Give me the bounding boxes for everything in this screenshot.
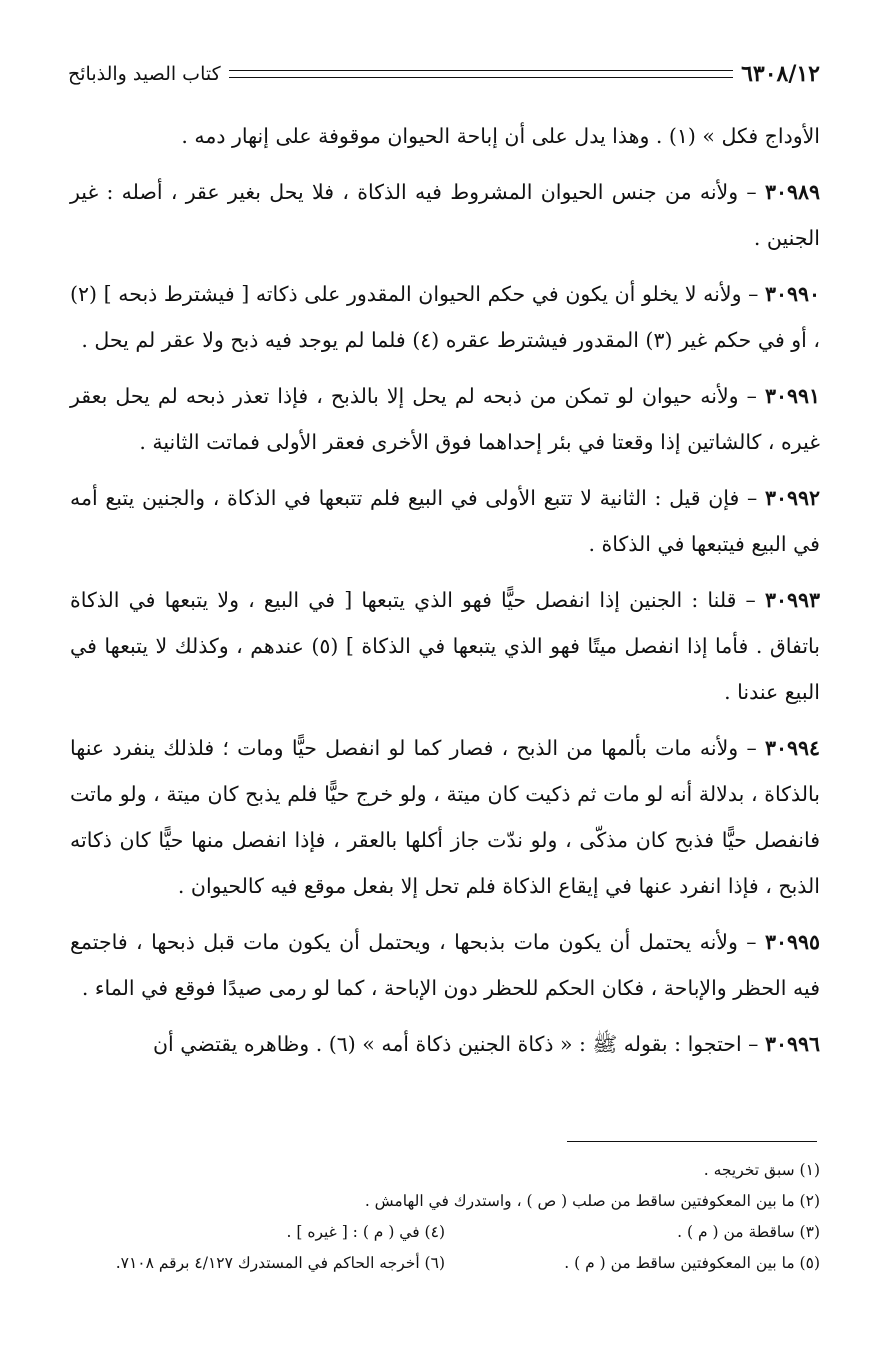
paragraph (70, 725, 820, 909)
header-double-rule (229, 70, 733, 78)
book-title: كتاب الصيد والذبائح (68, 63, 221, 85)
footnote-separator (567, 1141, 817, 1142)
paragraph-text: – احتجوا : بقوله ﷺ : « ذكاة الجنين ذكاة أمه » (٦) . وظاهره يقتضي أن (152, 1032, 765, 1056)
paragraph-number: ٣٠٩٩١ (764, 384, 820, 408)
paragraph-number: ٣٠٩٨٩ (764, 180, 820, 204)
footnote-row (70, 1217, 820, 1248)
paragraph (70, 919, 820, 1011)
footnote-4: (٤) في ( م ) : [ غيره ] . (286, 1223, 445, 1241)
paragraph-number: ٣٠٩٩٠ (764, 282, 820, 306)
paragraph-number: ٣٠٩٩٢ (764, 486, 820, 510)
paragraph-text: – ولأنه حيوان لو تمكن من ذبحه لم يحل إلا بالذبح ، فإذا تعذر ذبحه لم يحل بعقر غيره ، كالشاتين إذا وقعتا في بئر إحداهما فوق الأخرى فعقر الأولى فماتت الثانية . (70, 384, 820, 454)
paragraph (70, 113, 820, 159)
paragraph-text: – ولأنه يحتمل أن يكون مات بذبحها ، ويحتمل أن يكون مات قبل ذبحها ، فاجتمع فيه الحظر والإباحة ، فكان الحكم للحظر دون الإباحة ، كما لو رمى صيدًا فوقع في الماء . (70, 930, 820, 1000)
main-text (70, 113, 820, 1077)
paragraph-text: – فإن قيل : الثانية لا تتبع الأولى في البيع فلم تتبعها في الذكاة ، والجنين يتبع أمه في البيع فيتبعها في الذكاة . (70, 486, 820, 556)
paragraph-text: – ولأنه مات بألمها من الذبح ، فصار كما لو انفصل حيًّا ومات ؛ فلذلك ينفرد عنها بالذكاة ، بدلالة أنه لو مات ثم ذكيت كان ميتة ، ولو خرج حيًّا فلم يذبح كان ميتة ، ولو ماتت فانفصل حيًّا فذبح كان مذكّى ، ولو ندّت جاز أكلها بالعقر ، فإذا انفصل منها حيًّا كان ذكاته الذبح ، فإذا انفرد عنها في إيقاع الذكاة فلم تحل إلا بفعل موقع فيه كالحيوان . (70, 736, 820, 898)
paragraph-number: ٣٠٩٩٦ (764, 1032, 820, 1056)
paragraph-number: ٣٠٩٩٤ (764, 736, 820, 760)
footnotes (70, 1155, 820, 1279)
footnote-6: (٦) أخرجه الحاكم في المستدرك ٤/١٢٧ برقم ٧١٠٨. (115, 1254, 445, 1272)
paragraph (70, 577, 820, 715)
footnote-3: (٣) ساقطة من ( م ) . (677, 1223, 820, 1241)
paragraph (70, 373, 820, 465)
paragraph (70, 271, 820, 363)
footnote-5: (٥) ما بين المعكوفتين ساقط من ( م ) . (564, 1254, 820, 1272)
paragraph-number: ٣٠٩٩٥ (764, 930, 820, 954)
paragraph (70, 475, 820, 567)
paragraph-text: – ولأنه لا يخلو أن يكون في حكم الحيوان المقدور على ذكاته [ فيشترط ذبحه ] (٢) ، أو في حكم غير (٣) المقدور فيشترط عقره (٤) فلما لم يوجد فيه ذبح ولا عقر لم يحل . (70, 282, 820, 352)
footnote-row (70, 1248, 820, 1279)
running-header (68, 54, 820, 94)
paragraph (70, 1021, 820, 1067)
paragraph-number: ٣٠٩٩٣ (764, 588, 820, 612)
page-number: ٦٣٠٨/١٢ (741, 61, 820, 87)
footnote-1: (١) سبق تخريجه . (703, 1161, 820, 1179)
paragraph-text: – ولأنه من جنس الحيوان المشروط فيه الذكاة ، فلا يحل بغير عقر ، أصله : غير الجنين . (70, 180, 820, 250)
footnote-2: (٢) ما بين المعكوفتين ساقط من صلب ( ص ) ، واستدرك في الهامش . (364, 1192, 820, 1210)
paragraph-text: الأوداج فكل » (١) . وهذا يدل على أن إباحة الحيوان موقوفة على إنهار دمه . (181, 124, 820, 148)
paragraph (70, 169, 820, 261)
paragraph-text: – قلنا : الجنين إذا انفصل حيًّا فهو الذي يتبعها [ في البيع ، ولا يتبعها في الذكاة باتفاق . فأما إذا انفصل ميتًا فهو الذي يتبعها في الذكاة ] (٥) عندهم ، وكذلك لا يتبعها في البيع عندنا . (70, 588, 821, 704)
